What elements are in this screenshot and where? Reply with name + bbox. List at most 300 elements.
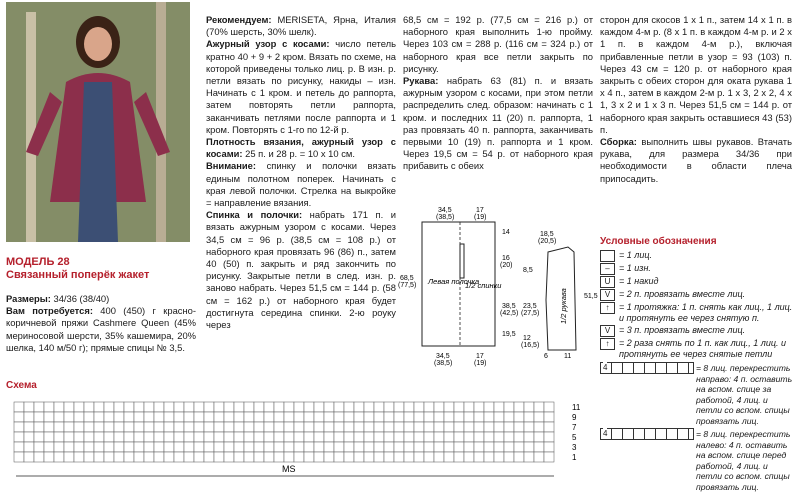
chart-cell	[524, 432, 534, 442]
chart-cell	[384, 402, 394, 412]
chart-cell	[434, 412, 444, 422]
schema-title: Схема	[6, 380, 37, 391]
chart-cell	[44, 442, 54, 452]
chart-cell	[254, 402, 264, 412]
chart-cell	[264, 412, 274, 422]
chart-cell	[344, 442, 354, 452]
chart-cell	[104, 452, 114, 462]
row-number: 7	[572, 423, 577, 432]
chart-cell	[134, 432, 144, 442]
chart-cell	[114, 422, 124, 432]
chart-cell	[24, 412, 34, 422]
sizes-value: 34/36 (38/40)	[50, 293, 110, 304]
chart-cell	[74, 442, 84, 452]
chart-cell	[274, 432, 284, 442]
chart-cell	[454, 452, 464, 462]
chart-cell	[84, 412, 94, 422]
sleeve-23: 23,5	[523, 303, 537, 310]
chart-cell	[394, 402, 404, 412]
chart-cell	[94, 412, 104, 422]
chart-cell	[234, 442, 244, 452]
chart-cell	[304, 402, 314, 412]
chart-cell	[304, 432, 314, 442]
chart-cell	[364, 412, 374, 422]
chart-cell	[64, 452, 74, 462]
chart-cell	[274, 452, 284, 462]
chart-cell	[394, 422, 404, 432]
chart-cell	[154, 432, 164, 442]
pattern-diagram	[398, 192, 598, 382]
chart-cell	[224, 422, 234, 432]
chart-cell	[174, 442, 184, 452]
chart-cell	[384, 442, 394, 452]
chart-cell	[324, 432, 334, 442]
sleeve-shaping-text: сторон для скосов 1 х 1 п., затем 14 х 1 п. в каждом 4-м р. (8 х 1 п. в каждом 4-м р. и 2 х 1 п. в каждом 4-м р.), включая прибавленные петли в узор = 93 (103) п. Через 43 см = 120 р. от наборного края закрыть с обеих сторон для оката рукава 1 х 4 п., затем в каждом 2-м р. 1 х 3, 2 х 2, 4 х 1, 3 х 2 и 1 х 3 п. Через 51,5 см = 144 р. от наборного края закрыть оставшиеся 43 (53) п.	[600, 14, 792, 135]
row-number: 1	[572, 453, 577, 462]
chart-cell	[184, 412, 194, 422]
chart-cell	[124, 432, 134, 442]
legend-symbol: –	[600, 263, 615, 275]
chart-cell	[334, 442, 344, 452]
chart-cell	[84, 442, 94, 452]
chart-cell	[524, 422, 534, 432]
chart-cell	[414, 452, 424, 462]
chart-cell	[234, 402, 244, 412]
cable-right-text: = 8 лиц. перекрестить направо: 4 п. оставить на вспом. спице за работой, 4 лиц. и петли со вспом. спицы провязать лиц.	[696, 363, 793, 426]
chart-cell	[204, 452, 214, 462]
chart-cell	[14, 452, 24, 462]
chart-cell	[434, 432, 444, 442]
chart-cell	[234, 452, 244, 462]
chart-cell	[144, 432, 154, 442]
chart-cell	[134, 412, 144, 422]
armhole-text: 68,5 см = 192 р. (77,5 см = 216 р.) от наборного края выполнить 1-ю пройму. Через 103 см = 288 р. (116 см = 324 р.) от наборного края все петли закрыть по рисунку.	[403, 14, 593, 74]
chart-cell	[474, 402, 484, 412]
chart-cell	[454, 442, 464, 452]
chart-cell	[344, 432, 354, 442]
side-38: 38,5	[502, 303, 516, 310]
chart-cell	[254, 432, 264, 442]
bottom-half-width: 17	[476, 353, 484, 360]
chart-cell	[104, 442, 114, 452]
chart-cell	[314, 402, 324, 412]
chart-cell	[224, 452, 234, 462]
chart-cell	[84, 402, 94, 412]
body-width-top: 34,5	[438, 207, 452, 214]
chart-cell	[534, 402, 544, 412]
chart-cell	[294, 452, 304, 462]
chart-cell	[284, 422, 294, 432]
chart-cell	[414, 402, 424, 412]
row-number: 3	[572, 443, 577, 452]
attention-label: Внимание:	[206, 160, 256, 172]
chart-cell	[144, 402, 154, 412]
chart-cell	[484, 402, 494, 412]
chart-cell	[84, 422, 94, 432]
woman-in-pink-cardigan-photo	[6, 2, 190, 242]
chart-cell	[104, 412, 114, 422]
chart-cell	[14, 422, 24, 432]
bottom-half-width-alt: (19)	[474, 360, 487, 367]
chart-cell	[434, 442, 444, 452]
chart-cell	[244, 412, 254, 422]
chart-cell	[494, 402, 504, 412]
chart-cell	[154, 402, 164, 412]
chart-cell	[64, 422, 74, 432]
chart-cell	[54, 442, 64, 452]
chart-cell	[194, 432, 204, 442]
chart-cell	[104, 402, 114, 412]
back-fronts-value: набрать 171 п. и вязать ажурным узором с косами. Через 34,5 см = 96 р. (38,5 см = 108 р.) от наборного края провязать 96 (86) п., затем 40 (50) п. закрыть и ряд закончить по рисунку. Закрытые петли в след. изн. р. заново набрать. Через 51,5 см = 144 р. (58 см = 162 р.) от наборного края будет достигнута середина спинки. 2-ю роуку через	[206, 209, 396, 331]
chart-cell	[64, 432, 74, 442]
chart-cell	[34, 402, 44, 412]
back-fronts-label: Спинка и полочки:	[206, 209, 303, 221]
chart-cell	[204, 402, 214, 412]
chart-cell	[344, 402, 354, 412]
chart-cell	[184, 432, 194, 442]
chart-cell	[314, 452, 324, 462]
chart-cell	[434, 422, 444, 432]
chart-cell	[484, 452, 494, 462]
legend-text: = 1 изн.	[619, 263, 651, 273]
chart-cell	[104, 432, 114, 442]
chart-cell	[144, 452, 154, 462]
chart-cell	[334, 422, 344, 432]
chart-cell	[474, 432, 484, 442]
sleeve-23-alt: (27,5)	[521, 310, 540, 317]
chart-cell	[504, 412, 514, 422]
chart-cell	[54, 402, 64, 412]
chart-cell	[334, 402, 344, 412]
chart-cell	[54, 432, 64, 442]
rapport-label: MS	[282, 464, 296, 474]
chart-cell	[184, 452, 194, 462]
legend-text: = 3 п. провязать вместе лиц.	[619, 325, 746, 335]
cable-left-number: 4	[603, 429, 608, 438]
chart-cell	[14, 432, 24, 442]
chart-cell	[204, 412, 214, 422]
legend-symbol: ↑	[600, 302, 615, 314]
chart-cell	[284, 442, 294, 452]
chart-cell	[544, 402, 554, 412]
chart-cell	[534, 422, 544, 432]
legend-text: = 1 протяжка: 1 п. снять как лиц., 1 лиц. и протянуть ее через снятую п.	[619, 302, 793, 323]
half-width-top-alt: (19)	[474, 214, 487, 221]
chart-cell	[174, 402, 184, 412]
materials-label: Вам потребуется:	[6, 305, 93, 317]
legend-symbol: U	[600, 276, 615, 288]
density-value: 25 п. и 28 р. = 10 х 10 см.	[242, 148, 355, 160]
row-number: 9	[572, 413, 577, 422]
chart-cell	[424, 412, 434, 422]
chart-cell	[34, 412, 44, 422]
chart-cell	[444, 422, 454, 432]
chart-cell	[214, 442, 224, 452]
chart-cell	[314, 442, 324, 452]
chart-cell	[114, 432, 124, 442]
cable-left-symbol	[600, 428, 694, 440]
chart-cell	[324, 452, 334, 462]
chart-cell	[324, 412, 334, 422]
chart-cell	[54, 412, 64, 422]
half-width-top: 17	[476, 207, 484, 214]
chart-cell	[404, 442, 414, 452]
body-width-top-alt: (38,5)	[436, 214, 455, 221]
chart-cell	[34, 452, 44, 462]
chart-cell	[164, 452, 174, 462]
chart-cell	[214, 402, 224, 412]
chart-cell	[484, 412, 494, 422]
assembly-label: Сборка:	[600, 136, 637, 148]
sleeve-515: 51,5	[584, 293, 598, 300]
chart-cell	[244, 432, 254, 442]
chart-cell	[304, 412, 314, 422]
chart-cell	[454, 402, 464, 412]
chart-cell	[94, 432, 104, 442]
armhole-slot	[460, 244, 464, 278]
chart-cell	[544, 432, 554, 442]
chart-cell	[444, 442, 454, 452]
legend-list	[600, 250, 795, 360]
chart-cell	[494, 452, 504, 462]
sleeves-value: набрать 63 (81) п. и вязать ажурным узором с косами, при этом петли распределить след. образом: начинать с 1 кром. и последних 11 (20) п. раппорта, 1 раз провязать 40 п. раппорта, заканчивать первыми 10 (19) п. раппорта и 1 кром. Через 19,5 см = 54 р. от наборного края прибавить с обеих	[403, 75, 593, 172]
chart-cell	[364, 402, 374, 412]
chart-cell	[194, 412, 204, 422]
chart-cell	[514, 412, 524, 422]
chart-cell	[284, 452, 294, 462]
chart-cell	[254, 422, 264, 432]
chart-cell	[514, 452, 524, 462]
chart-cell	[144, 422, 154, 432]
chart-cell	[184, 442, 194, 452]
chart-cell	[34, 432, 44, 442]
chart-cell	[494, 432, 504, 442]
chart-cell	[264, 402, 274, 412]
chart-cell	[214, 412, 224, 422]
cable-right-symbol	[600, 362, 694, 374]
chart-cell	[474, 422, 484, 432]
chart-cell	[244, 442, 254, 452]
chart-cell	[184, 402, 194, 412]
sleeve-12-alt: (16,5)	[521, 342, 540, 349]
chart-cell	[294, 402, 304, 412]
legend-title: Условные обозначения	[600, 236, 717, 247]
side-38-alt: (42,5)	[500, 310, 519, 317]
chart-cell	[434, 402, 444, 412]
chart-cell	[14, 402, 24, 412]
left-front-label: Левая полочка	[428, 277, 480, 286]
chart-cell	[464, 432, 474, 442]
chart-cell	[474, 442, 484, 452]
bottom-width: 34,5	[436, 353, 450, 360]
chart-cell	[534, 452, 544, 462]
chart-cell	[124, 452, 134, 462]
chart-cell	[184, 422, 194, 432]
chart-cell	[494, 422, 504, 432]
chart-cell	[414, 412, 424, 422]
chart-cell	[154, 452, 164, 462]
side-16: 16	[502, 255, 510, 262]
chart-cell	[254, 412, 264, 422]
chart-cell	[354, 432, 364, 442]
chart-cell	[484, 422, 494, 432]
chart-cell	[134, 442, 144, 452]
chart-cell	[174, 422, 184, 432]
chart-cell	[354, 452, 364, 462]
density-label: Плотность вязания, ажурный узор с косами:	[206, 136, 396, 160]
chart-cell	[14, 442, 24, 452]
chart-cell	[324, 402, 334, 412]
chart-cell	[144, 412, 154, 422]
chart-cell	[544, 422, 554, 432]
chart-cell	[444, 402, 454, 412]
chart-cell	[74, 452, 84, 462]
legend-item	[600, 276, 795, 288]
chart-cell	[154, 412, 164, 422]
legend-item	[600, 263, 795, 275]
chart-cell	[374, 422, 384, 432]
chart-cell	[74, 422, 84, 432]
chart-cell	[394, 412, 404, 422]
chart-cell	[374, 442, 384, 452]
half-back-label: 1/2 спинки	[465, 281, 502, 290]
chart-cell	[504, 422, 514, 432]
materials-value: 400 (450) г красно-коричневой пряжи Cashmere Queen (45% мериносовой шерсти, 35% кашемира, 20% шелка, 140 м/50 г); прямые спицы № 3,5.	[6, 305, 196, 353]
chart-cell	[424, 432, 434, 442]
body-height: 68,5	[400, 275, 414, 282]
chart-cell	[244, 402, 254, 412]
legend-symbol: ↑	[600, 338, 615, 350]
chart-cell	[204, 442, 214, 452]
chart-cell	[424, 442, 434, 452]
sleeve-11: 11	[564, 353, 572, 360]
chart-cell	[514, 442, 524, 452]
chart-cell	[24, 442, 34, 452]
body-height-alt: (77,5)	[398, 282, 417, 289]
chart-cell	[214, 452, 224, 462]
chart-cell	[44, 422, 54, 432]
chart-cell	[74, 432, 84, 442]
chart-cell	[444, 452, 454, 462]
chart-cell	[284, 412, 294, 422]
chart-cell	[394, 442, 404, 452]
chart-cell	[14, 412, 24, 422]
chart-cell	[404, 412, 414, 422]
chart-cell	[414, 442, 424, 452]
sleeve-top-alt: (20,5)	[538, 238, 557, 245]
chart-cell	[354, 442, 364, 452]
chart-cell	[174, 452, 184, 462]
chart-cell	[344, 452, 354, 462]
chart-cell	[414, 422, 424, 432]
side-16-alt: (20)	[500, 262, 513, 269]
chart-cell	[284, 432, 294, 442]
legend-symbol: V	[600, 289, 615, 301]
chart-cell	[384, 452, 394, 462]
chart-cell	[154, 442, 164, 452]
chart-cell	[504, 432, 514, 442]
chart-cell	[274, 442, 284, 452]
half-sleeve-label: 1/2 рукава	[559, 288, 568, 324]
chart-cell	[114, 442, 124, 452]
chart-cell	[44, 402, 54, 412]
chart-cell	[74, 402, 84, 412]
chart-cell	[44, 452, 54, 462]
chart-cell	[364, 452, 374, 462]
legend-text: = 1 лиц.	[619, 250, 652, 260]
chart-cell	[444, 432, 454, 442]
chart-cell	[274, 402, 284, 412]
chart-cell	[74, 412, 84, 422]
sizes-label: Размеры:	[6, 293, 51, 304]
chart-cell	[534, 412, 544, 422]
chart-cell	[454, 432, 464, 442]
chart-cell	[474, 412, 484, 422]
chart-cell	[464, 442, 474, 452]
chart-cell	[244, 452, 254, 462]
chart-cell	[164, 412, 174, 422]
chart-cell	[524, 452, 534, 462]
chart-cell	[304, 422, 314, 432]
row-numbers	[572, 403, 581, 462]
chart-cell	[84, 452, 94, 462]
legend-item	[600, 325, 795, 337]
chart-cell	[534, 442, 544, 452]
chart-cell	[274, 412, 284, 422]
chart-cell	[444, 412, 454, 422]
chart-cell	[424, 402, 434, 412]
sleeve-6: 6	[544, 353, 548, 360]
row-number: 5	[572, 433, 577, 442]
chart-cell	[354, 412, 364, 422]
chart-cell	[214, 422, 224, 432]
chart-cell	[64, 402, 74, 412]
chart-cell	[234, 432, 244, 442]
chart-cell	[354, 422, 364, 432]
chart-cell	[334, 412, 344, 422]
chart-cell	[84, 432, 94, 442]
chart-cell	[514, 422, 524, 432]
legend-text: = 1 накид	[619, 276, 659, 286]
chart-cell	[324, 442, 334, 452]
bottom-width-alt: (38,5)	[434, 360, 453, 367]
chart-cell	[44, 412, 54, 422]
chart-cell	[364, 432, 374, 442]
chart-cell	[54, 422, 64, 432]
chart-cell	[114, 412, 124, 422]
chart-cell	[234, 412, 244, 422]
chart-cell	[274, 422, 284, 432]
chart-cell	[24, 402, 34, 412]
chart-cell	[504, 452, 514, 462]
chart-cell	[104, 422, 114, 432]
chart-cell	[374, 452, 384, 462]
chart-cell	[94, 422, 104, 432]
chart-cell	[174, 412, 184, 422]
chart-cell	[224, 402, 234, 412]
chart-cell	[124, 402, 134, 412]
chart-cell	[224, 432, 234, 442]
recommend-label: Рекомендуем:	[206, 14, 272, 25]
chart-cell	[484, 432, 494, 442]
chart-cell	[504, 402, 514, 412]
cable-left-text: = 8 лиц. перекрестить налево: 4 п. оставить на вспом. спице перед работой, 4 лиц. и петли со вспом. спицы провязать лиц.	[696, 429, 791, 492]
lace-pattern-value: число петель кратно 40 + 9 + 2 кром. Вязать по схеме, на которой приведены только лиц. р. В изн. р. петли вязать по рисунку, накиды – изн. Начинать с 1 кром. и петель до раппорта, затем повторять петли раппорта, заканчивать петлями после раппорта и 1 кром. Повторять с 1-го по 12-й р.	[206, 38, 397, 135]
chart-cell	[194, 452, 204, 462]
legend-symbol	[600, 250, 615, 262]
recommend-value: MERISETA, Ярна, Италия (70% шерсть, 30% шелк).	[206, 14, 396, 38]
chart-cell	[374, 402, 384, 412]
